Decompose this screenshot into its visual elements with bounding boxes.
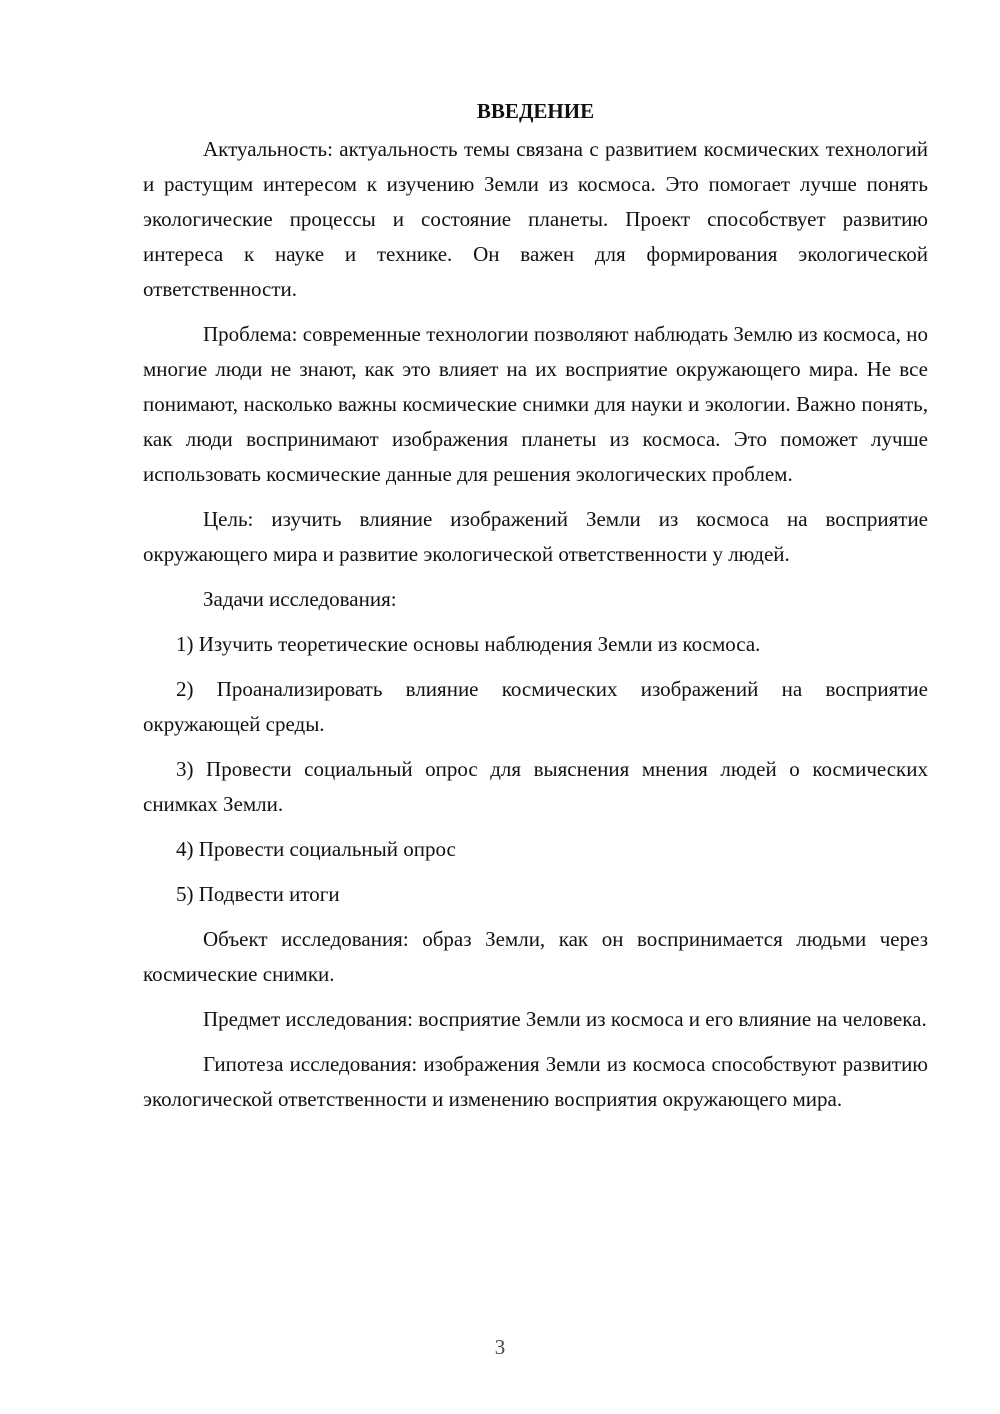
task-item-1: 1) Изучить теоретические основы наблюдения Земли из космоса. xyxy=(176,632,761,656)
relevance-paragraph: Актуальность: актуальность темы связана с развитием космических технологий и растущим интересом к изучению Земли из космоса. Это помогает лучше понять экологические процессы и состояние планеты. Проект способствует развитию интереса к науке и технике. Он важен для формирования экологической ответственности. xyxy=(143,137,928,301)
tasks-heading: Задачи исследования: xyxy=(203,587,397,611)
task-item-5: 5) Подвести итоги xyxy=(176,882,340,906)
hypothesis-paragraph: Гипотеза исследования: изображения Земли из космоса способствуют развитию экологической ответственности и изменению восприятия окружающего мира. xyxy=(143,1052,928,1111)
object-paragraph: Объект исследования: образ Земли, как он воспринимается людьми через космические снимки. xyxy=(143,927,928,986)
problem-paragraph: Проблема: современные технологии позволяют наблюдать Землю из космоса, но многие люди не знают, как это влияет на их восприятие окружающего мира. Не все понимают, насколько важны космические снимки для науки и экологии. Важно понять, как люди воспринимают изображения планеты из космоса. Это поможет лучше использовать космические данные для решения экологических проблем. xyxy=(143,322,928,486)
subject-paragraph: Предмет исследования: восприятие Земли из космоса и его влияние на человека. xyxy=(203,1007,927,1031)
page-title: ВВЕДЕНИЕ xyxy=(476,99,595,123)
task-item-3: 3) Провести социальный опрос для выяснения мнения людей о космических снимках Земли. xyxy=(143,757,928,816)
task-item-2: 2) Проанализировать влияние космических изображений на восприятие окружающей среды. xyxy=(143,677,928,736)
document-page xyxy=(143,96,928,1127)
task-item-4: 4) Провести социальный опрос xyxy=(176,837,456,861)
goal-paragraph: Цель: изучить влияние изображений Земли из космоса на восприятие окружающего мира и развитие экологической ответственности у людей. xyxy=(143,507,928,566)
page-number: 3 xyxy=(494,1335,506,1359)
